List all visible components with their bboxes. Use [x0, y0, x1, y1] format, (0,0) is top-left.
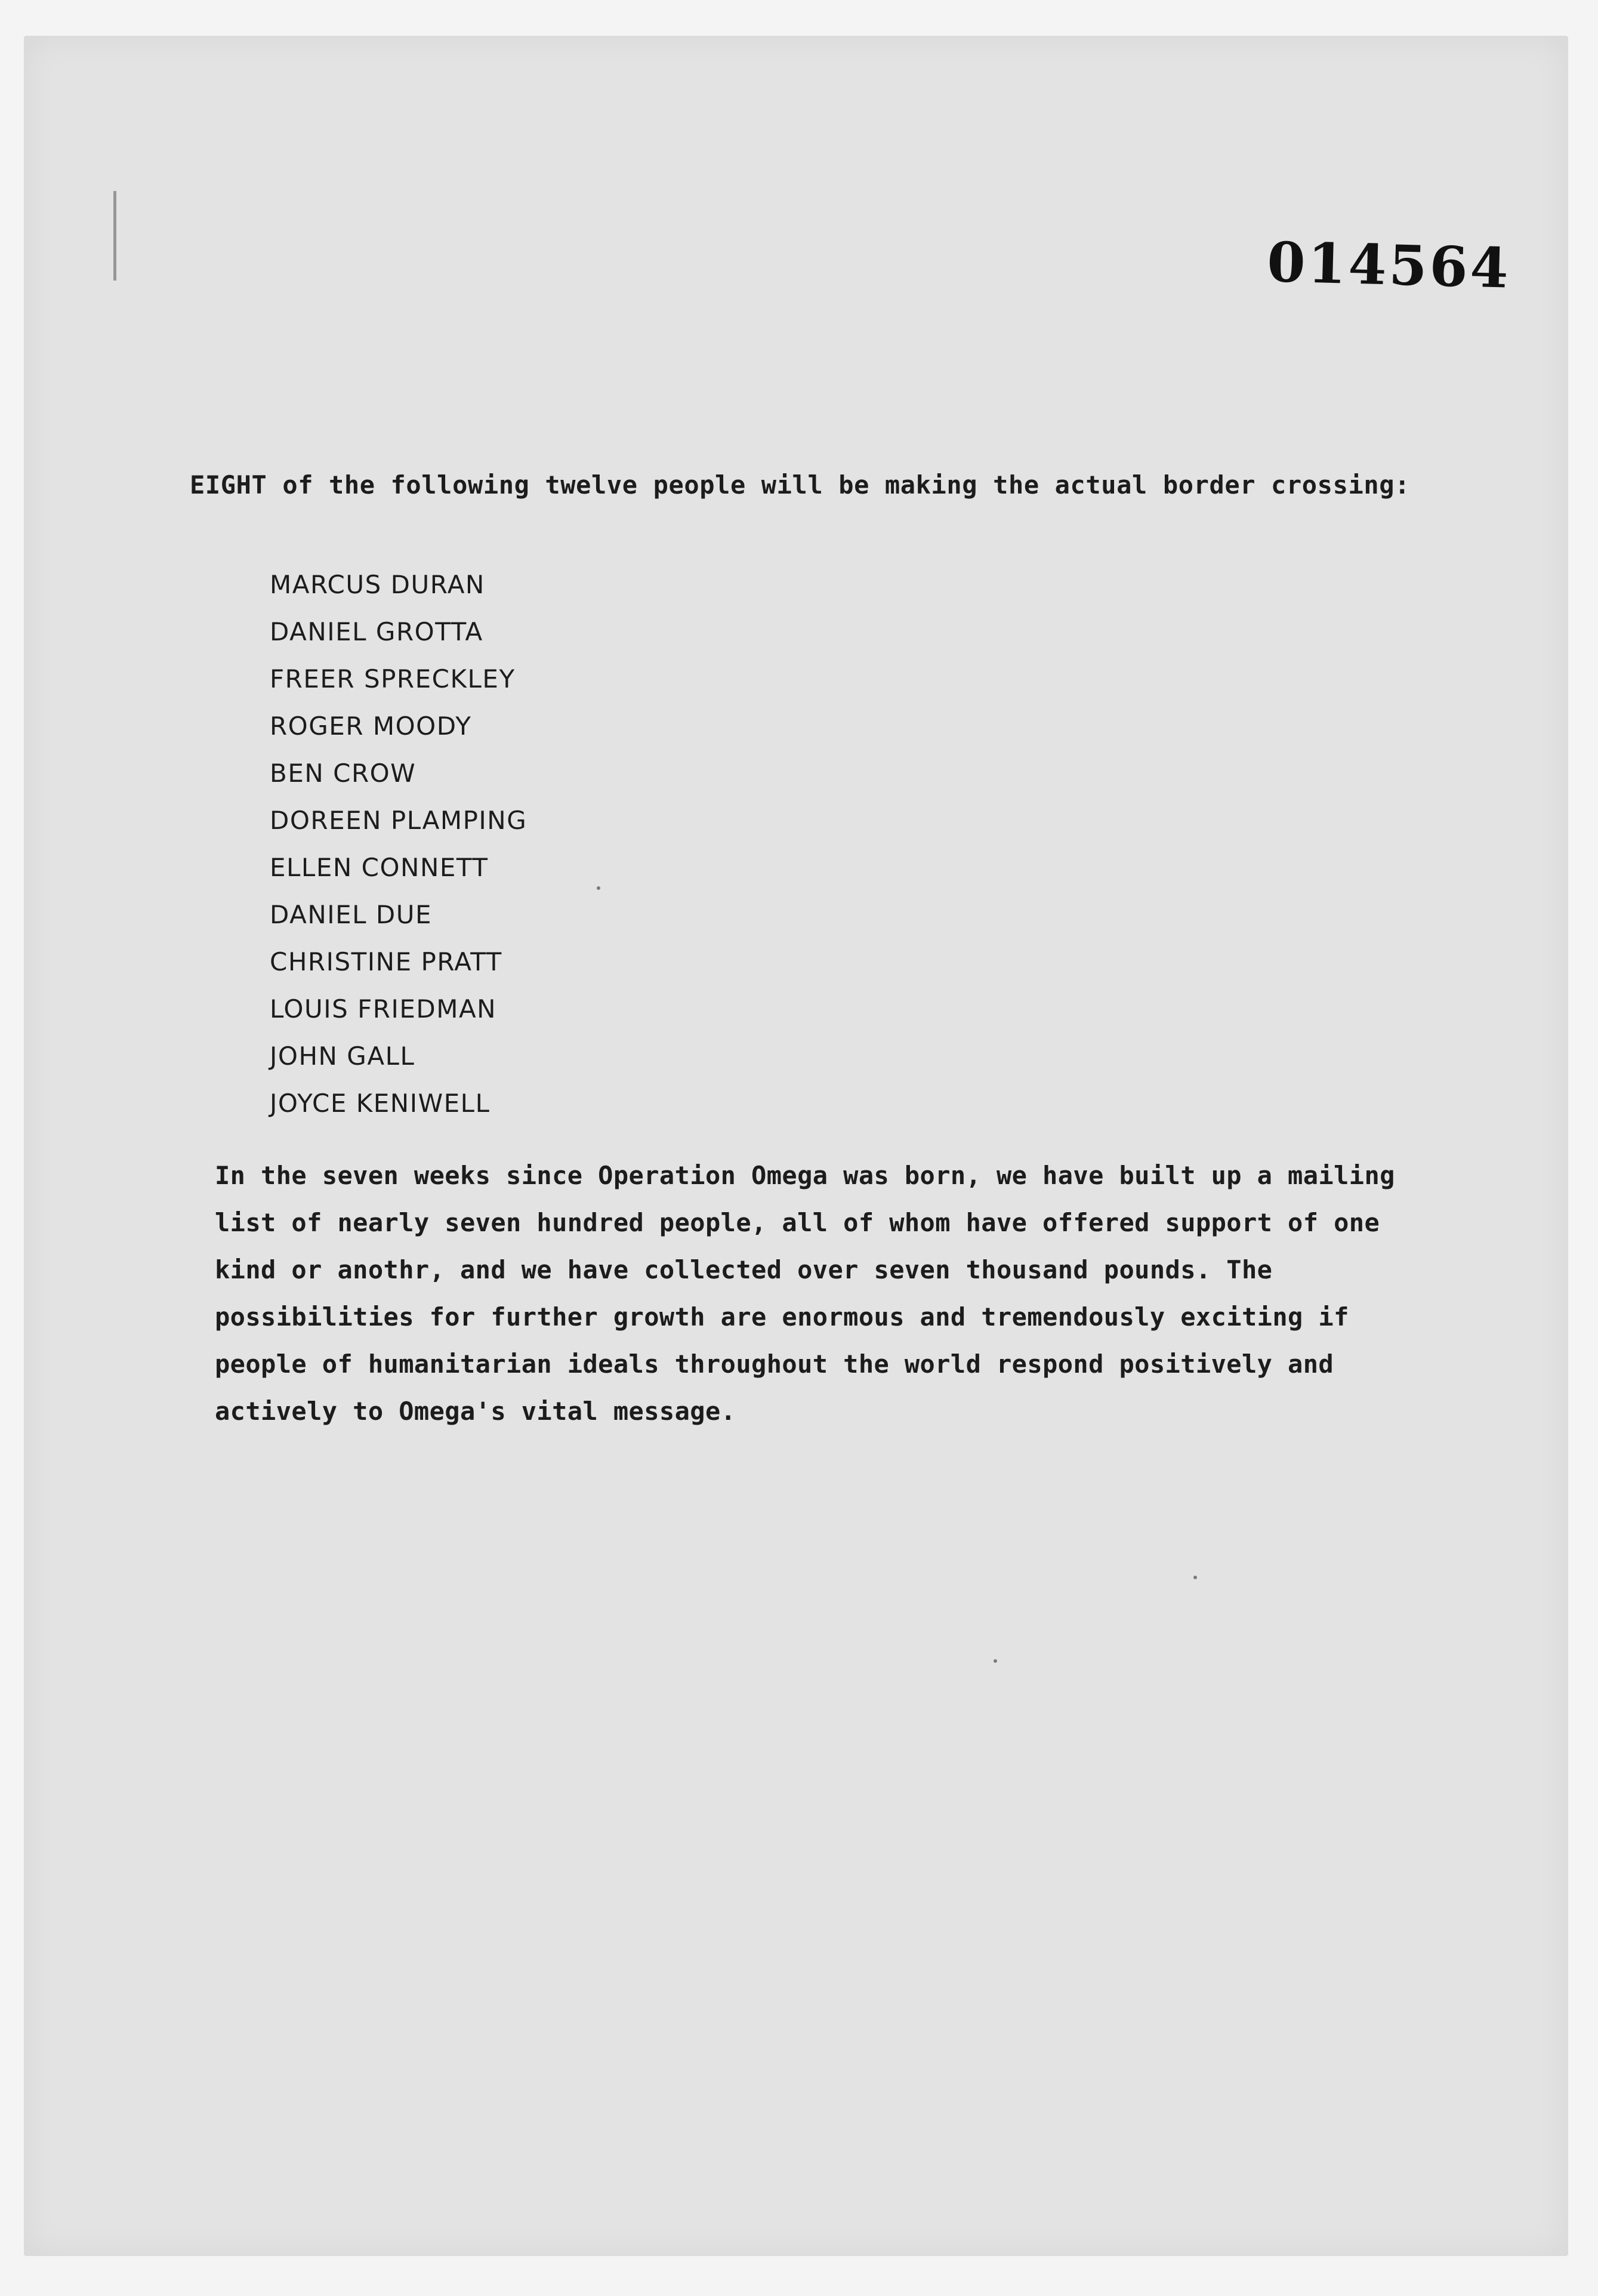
list-item: DANIEL GROTTA [270, 617, 483, 646]
crossing-names-list [270, 567, 527, 1133]
list-item: ROGER MOODY [270, 711, 472, 741]
paragraph-line: actively to Omega's vital message. [215, 1397, 736, 1426]
list-item: JOHN GALL [270, 1041, 415, 1071]
paragraph-line: possibilities for further growth are enormous and tremendously exciting if [215, 1302, 1349, 1332]
list-item: FREER SPRECKLEY [270, 664, 516, 694]
list-item: DOREEN PLAMPING [270, 806, 527, 835]
list-item: JOYCE KENIWELL [270, 1089, 490, 1118]
list-item: CHRISTINE PRATT [270, 947, 502, 976]
paragraph-line: people of humanitarian ideals throughout the world respond positively and [215, 1349, 1334, 1379]
body-paragraph [215, 1158, 1444, 1441]
paper-speck [994, 1659, 997, 1663]
list-item: BEN CROW [270, 759, 417, 788]
paragraph-line: kind or anothr, and we have collected over seven thousand pounds. The [215, 1255, 1273, 1284]
list-item: LOUIS FRIEDMAN [270, 994, 497, 1024]
document-page [24, 36, 1568, 2256]
intro-line: EIGHT of the following twelve people will be making the actual border crossing: [190, 470, 1411, 500]
paper-speck [1193, 1576, 1197, 1579]
list-item: MARCUS DURAN [270, 570, 485, 599]
margin-mark [113, 191, 122, 281]
paragraph-line: In the seven weeks since Operation Omega was born, we have built up a mailing [215, 1161, 1395, 1190]
paragraph-line: list of nearly seven hundred people, all of whom have offered support of one [215, 1208, 1380, 1237]
document-number: 014564 [1266, 230, 1511, 301]
list-item: DANIEL DUE [270, 900, 433, 929]
paper-speck [597, 886, 600, 890]
list-item: ELLEN CONNETT [270, 853, 489, 882]
